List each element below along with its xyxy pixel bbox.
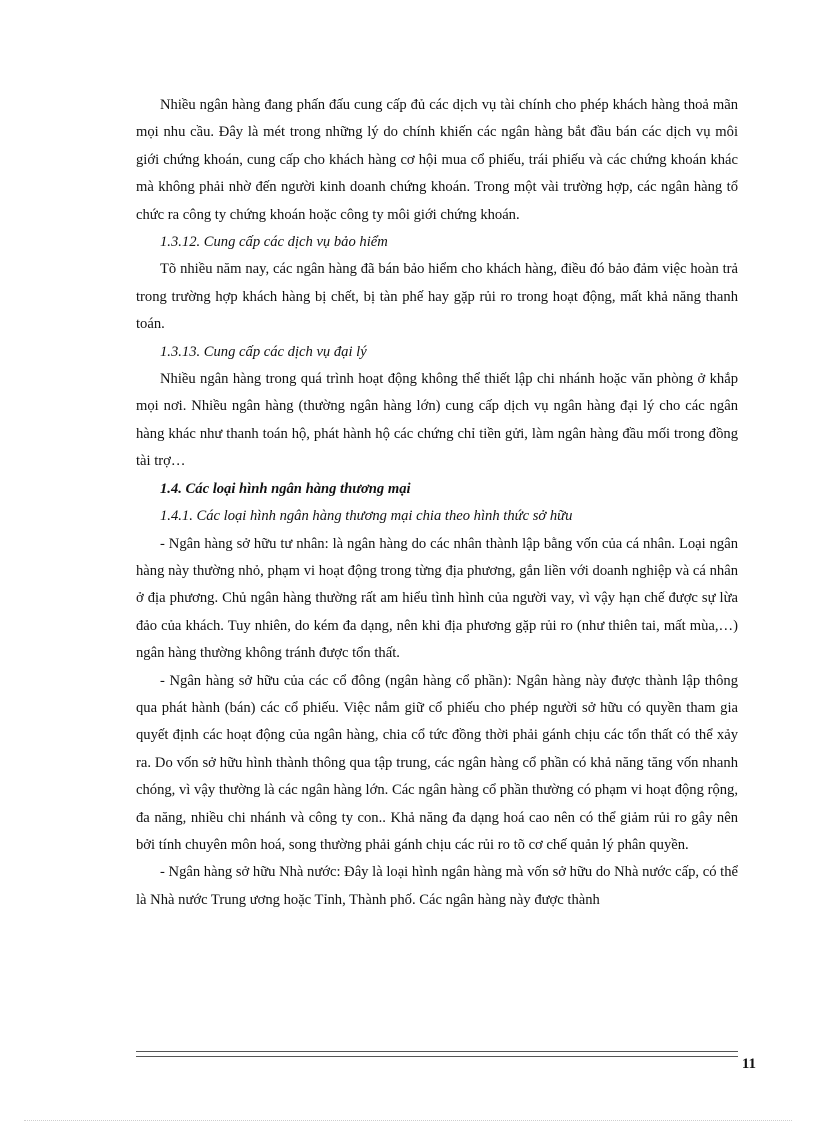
paragraph-financial-services: Nhiều ngân hàng đang phấn đấu cung cấp đủ các dịch vụ tài chính cho phép khách hàng thoả mãn mọi nhu cầu. Đây là mét trong những lý do chính khiến các ngân hàng bắt đầu bán các dịch vụ môi giới chứng khoán, cung cấp cho khách hàng cơ hội mua cổ phiếu, trái phiếu và các chứng khoán khác mà không phải nhờ đến người kinh doanh chứng khoán. Trong một vài trường hợp, các ngân hàng tổ chức ra công ty chứng khoán hoặc công ty môi giới chứng khoán. bbox=[136, 97, 738, 223]
heading-insurance-services: 1.3.12. Cung cấp các dịch vụ bảo hiểm bbox=[160, 234, 388, 251]
footer-double-rule bbox=[136, 1051, 738, 1057]
paragraph-shareholder-bank: - Ngân hàng sở hữu của các cổ đông (ngân hàng cổ phần): Ngân hàng này được thành lập thông qua phát hành (bán) các cổ phiếu. Việc nắm giữ cổ phiếu cho phép người sở hữu có quyền tham gia quyết định các hoạt động của ngân hàng, chia cổ tức đồng thời phải gánh chịu các tổn thất có thể xảy ra. Do vốn sở hữu hình thành thông qua tập trung, các ngân hàng cổ phần có khả năng tăng vốn nhanh chóng, vì vậy thường là các ngân hàng lớn. Các ngân hàng cổ phần thường có phạm vi hoạt động rộng, đa năng, nhiều chi nhánh và công ty con.. Khả năng đa dạng hoá cao nên có thể giảm rủi ro gây nên bởi tính chuyên môn hoá, song thường phải gánh chịu các rủi ro tõ cơ chế quản lý phân quyền. bbox=[136, 672, 738, 853]
page-bottom-border bbox=[24, 1120, 792, 1121]
heading-ownership-types: 1.4.1. Các loại hình ngân hàng thương mại chia theo hình thức sở hữu bbox=[160, 508, 573, 525]
paragraph-state-bank: - Ngân hàng sở hữu Nhà nước: Đây là loại hình ngân hàng mà vốn sở hữu do Nhà nước cấp, có thể là Nhà nước Trung ương hoặc Tỉnh, Thành phố. Các ngân hàng này được thành bbox=[136, 864, 738, 908]
document-body bbox=[136, 92, 738, 914]
page-number: 11 bbox=[741, 1056, 756, 1072]
heading-agency-services: 1.3.13. Cung cấp các dịch vụ đại lý bbox=[160, 343, 367, 360]
heading-bank-types: 1.4. Các loại hình ngân hàng thương mại bbox=[160, 480, 411, 497]
paragraph-agency: Nhiều ngân hàng trong quá trình hoạt động không thể thiết lập chi nhánh hoặc văn phòng ở khắp mọi nơi. Nhiều ngân hàng (thường ngân hàng lớn) cung cấp dịch vụ ngân hàng đại lý cho các ngân hàng khác như thanh toán hộ, phát hành hộ các chứng chỉ tiền gửi, làm ngân hàng đầu mối trong đồng tài trợ… bbox=[136, 371, 738, 470]
paragraph-private-bank: - Ngân hàng sở hữu tư nhân: là ngân hàng do các nhân thành lập bằng vốn của cá nhân. Loại ngân hàng này thường nhỏ, phạm vi hoạt động trong từng địa phương, gắn liền với doanh nghiệp và cá nhân ở địa phương. Chủ ngân hàng thường rất am hiểu tình hình của người vay, vì vậy hạn chế được sự lừa đảo của khách. Tuy nhiên, do kém đa dạng, nên khi địa phương gặp rủi ro (như thiên tai, mất mùa,…) ngân hàng thường không tránh được tổn thất. bbox=[136, 535, 738, 662]
paragraph-insurance: Tõ nhiều năm nay, các ngân hàng đã bán bảo hiểm cho khách hàng, điều đó bảo đảm việc hoàn trả trong trường hợp khách hàng bị chết, bị tàn phế hay gặp rủi ro trong hoạt động, mất khả năng thanh toán. bbox=[136, 261, 738, 333]
